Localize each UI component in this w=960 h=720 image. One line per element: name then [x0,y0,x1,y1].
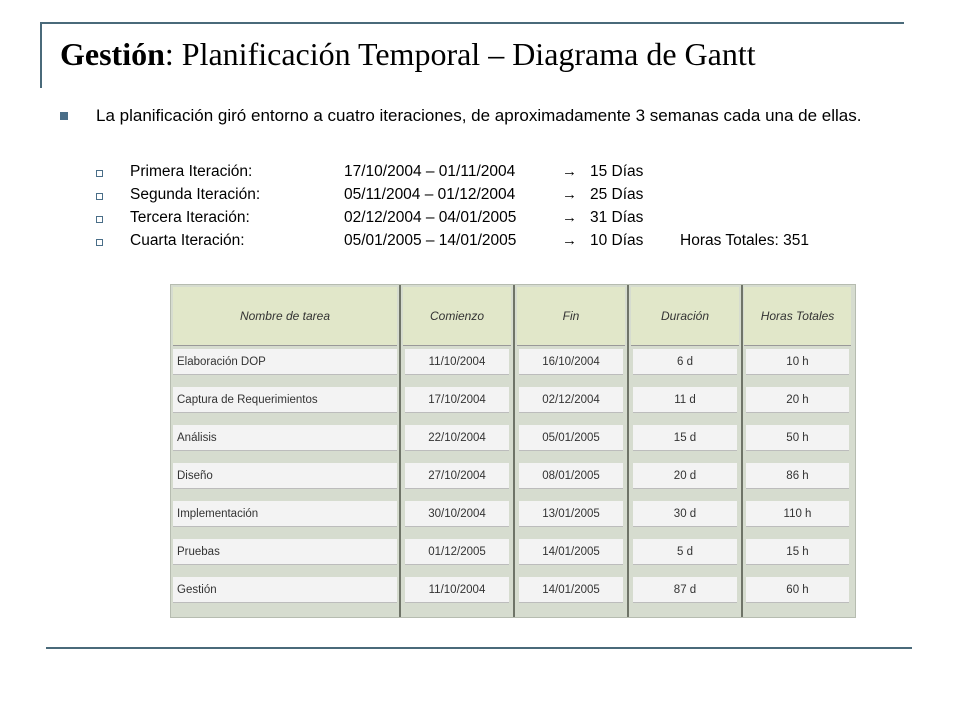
slide-title [60,36,756,73]
hollow-square-bullet-icon [96,216,103,223]
table-cell: 30/10/2004 [405,501,509,527]
arrow-right-icon: → [562,163,577,180]
column-divider [399,285,401,617]
table-cell: 86 h [746,463,849,489]
title-rest: : Planificación Temporal – Diagrama de Gantt [164,36,756,72]
gantt-table [170,284,856,618]
iteration-extra: Horas Totales: 351 [680,232,809,249]
table-cell: 14/01/2005 [519,539,623,565]
table-cell: 5 d [633,539,737,565]
table-cell: 27/10/2004 [405,463,509,489]
column-header: Comienzo [403,287,511,346]
iteration-days: 31 Días [590,209,644,226]
hollow-square-bullet-icon [96,170,103,177]
table-cell: 110 h [746,501,849,527]
column-header: Duración [631,287,739,346]
iteration-label: Tercera Iteración: [130,209,250,226]
table-cell: 20 d [633,463,737,489]
arrow-right-icon: → [562,232,577,249]
iteration-label: Primera Iteración: [130,163,253,180]
table-cell: 6 d [633,349,737,375]
table-cell: 87 d [633,577,737,603]
table-cell: 22/10/2004 [405,425,509,451]
intro-text: La planificación giró entorno a cuatro iteraciones, de aproximadamente 3 semanas cada una de ellas. [96,106,862,125]
table-cell: 17/10/2004 [405,387,509,413]
arrow-right-icon: → [562,209,577,226]
task-name-cell: Gestión [173,577,397,603]
table-cell: 30 d [633,501,737,527]
task-name-cell: Análisis [173,425,397,451]
table-cell: 60 h [746,577,849,603]
column-header: Nombre de tarea [173,287,397,346]
table-cell: 05/01/2005 [519,425,623,451]
table-cell: 11/10/2004 [405,349,509,375]
column-divider [627,285,629,617]
iteration-days: 10 Días [590,232,644,249]
iteration-dates: 05/11/2004 – 01/12/2004 [344,186,516,203]
column-header: Horas Totales [744,287,851,346]
task-name-cell: Elaboración DOP [173,349,397,375]
table-cell: 13/01/2005 [519,501,623,527]
table-cell: 14/01/2005 [519,577,623,603]
bottom-rule [46,647,912,649]
iteration-label: Segunda Iteración: [130,186,261,203]
hollow-square-bullet-icon [96,193,103,200]
gantt-table-grid [171,285,855,617]
table-cell: 08/01/2005 [519,463,623,489]
iteration-label: Cuarta Iteración: [130,232,245,249]
table-cell: 11/10/2004 [405,577,509,603]
table-cell: 11 d [633,387,737,413]
table-cell: 50 h [746,425,849,451]
title-bold: Gestión [60,36,165,72]
left-rule [40,22,42,88]
iteration-days: 15 Días [590,163,644,180]
arrow-right-icon: → [562,186,577,203]
table-cell: 16/10/2004 [519,349,623,375]
column-divider [513,285,515,617]
iteration-days: 25 Días [590,186,644,203]
table-cell: 02/12/2004 [519,387,623,413]
iteration-dates: 05/01/2005 – 14/01/2005 [344,232,517,249]
top-rule [40,22,904,24]
task-name-cell: Implementación [173,501,397,527]
iteration-dates: 02/12/2004 – 04/01/2005 [344,209,517,226]
table-cell: 01/12/2005 [405,539,509,565]
task-name-cell: Captura de Requerimientos [173,387,397,413]
table-cell: 15 h [746,539,849,565]
column-divider [741,285,743,617]
task-name-cell: Pruebas [173,539,397,565]
table-cell: 20 h [746,387,849,413]
column-header: Fin [517,287,625,346]
square-bullet-icon [60,112,68,120]
table-cell: 15 d [633,425,737,451]
iteration-dates: 17/10/2004 – 01/11/2004 [344,163,516,180]
hollow-square-bullet-icon [96,239,103,246]
table-cell: 10 h [746,349,849,375]
task-name-cell: Diseño [173,463,397,489]
